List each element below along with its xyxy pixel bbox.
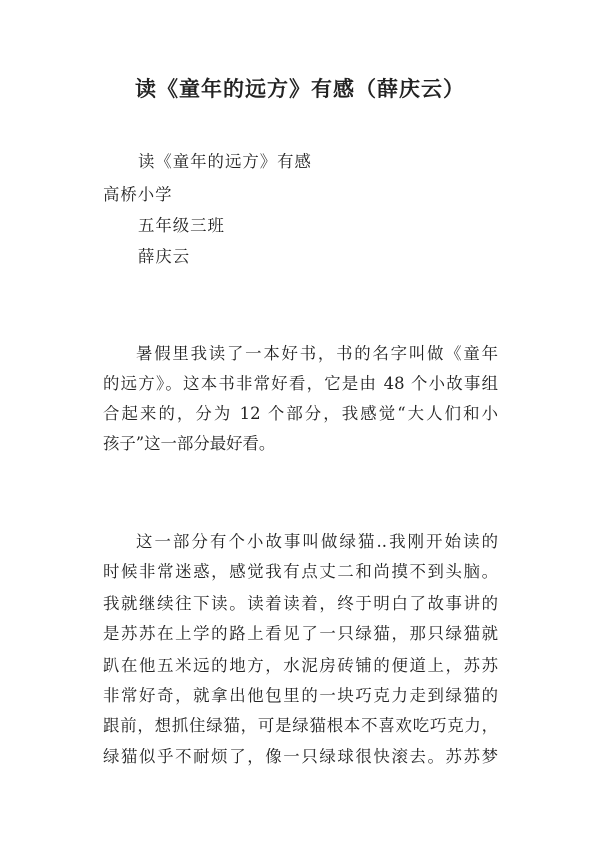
school-name: 高桥小学	[103, 185, 173, 204]
paragraph-line: 绿猫似乎不耐烦了，像一只绿球很快滚去。苏苏梦	[103, 747, 498, 766]
header-title-line: 读《童年的远方》有感	[138, 152, 312, 171]
paragraph-line: 这一部分有个小故事叫做绿猫..我刚开始读的	[136, 532, 498, 551]
paragraph-line: 孩子”这一部分最好看。	[103, 434, 276, 453]
paragraph-line: 的远方》。这本书非常好看，它是由 48 个小故事组	[103, 374, 498, 393]
author-name: 薛庆云	[138, 247, 191, 266]
paragraph-line: 合起来的，分为 12 个部分，我感觉“大人们和小	[103, 404, 498, 423]
class-name: 五年级三班	[138, 216, 225, 235]
paragraph-line: 是苏苏在上学的路上看见了一只绿猫，那只绿猫就	[103, 624, 498, 643]
document-title: 读《童年的远方》有感（薛庆云）	[135, 77, 465, 101]
paragraph-line: 暑假里我读了一本好书，书的名字叫做《童年	[136, 344, 498, 363]
paragraph-line: 非常好奇，就拿出他包里的一块巧克力走到绿猫的	[103, 686, 498, 705]
paragraph-line: 跟前，想抓住绿猫，可是绿猫根本不喜欢吃巧克力，	[103, 716, 498, 735]
paragraph-line: 时候非常迷惑，感觉我有点丈二和尚摸不到头脑。	[103, 562, 498, 581]
paragraph-line: 我就继续往下读。读着读着，终于明白了故事讲的	[103, 594, 498, 613]
paragraph-line: 趴在他五米远的地方，水泥房砖铺的便道上，苏苏	[103, 656, 498, 675]
